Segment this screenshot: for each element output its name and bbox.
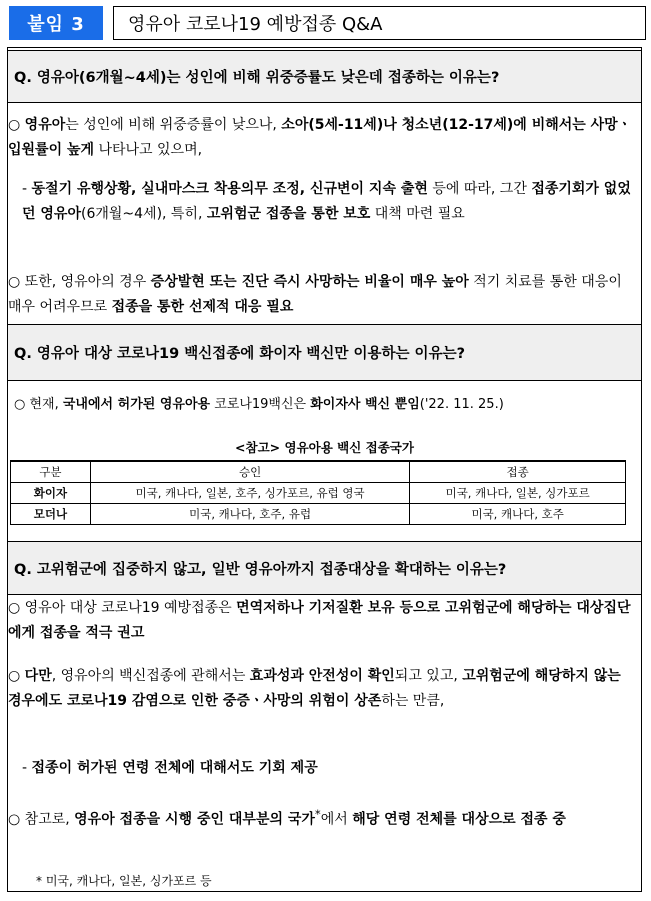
- q3-answer-1: ○ 영유아 대상 코로나19 예방접종은 면역저하나 기저질환 보유 등으로 고위험군에 해당하는 대상집단에게 접종을 적극 권고: [8, 600, 631, 641]
- table-cell: 모더나: [11, 504, 91, 525]
- table-row: [11, 483, 626, 504]
- q1-answer-2: - 동절기 유행상황, 실내마스크 착용의무 조정, 신규변이 지속 출현 등에 따라, 그간 접종기회가 없었던 영유아(6개월~4세), 특히, 고위험군 접종을 통한 보호 대책 마련 필요: [22, 181, 631, 222]
- table-header: 승인: [90, 461, 409, 483]
- table-cell: 미국, 캐나다, 일본, 싱가포르: [410, 483, 626, 504]
- appendix-badge: 붙임 3: [9, 6, 103, 40]
- table-title: <참고> 영유아용 백신 접종국가: [235, 440, 414, 455]
- question-2: Q. 영유아 대상 코로나19 백신접종에 화이자 백신만 이용하는 이유는?: [8, 324, 641, 381]
- table-cell: 미국, 캐나다, 일본, 호주, 싱가포르, 유럽 영국: [90, 483, 409, 504]
- table-cell: 화이자: [11, 483, 91, 504]
- vaccine-country-table: [10, 460, 626, 525]
- table-row: [11, 504, 626, 525]
- q1-answer-3: ○ 또한, 영유아의 경우 증상발현 또는 진단 즉시 사망하는 비율이 매우 높아 적기 치료를 통한 대응이 매우 어려우므로 접종을 통한 선제적 대응 필요: [8, 274, 622, 315]
- footnote: * 미국, 캐나다, 일본, 싱가포르 등: [36, 874, 212, 888]
- q3-answer-3: - 접종이 허가된 연령 전체에 대해서도 기회 제공: [22, 760, 318, 776]
- table-cell: 미국, 캐나다, 호주, 유럽: [90, 504, 409, 525]
- q1-answer-1: ○ 영유아는 성인에 비해 위중증률이 낮으나, 소아(5세-11세)나 청소년(12-17세)에 비해서는 사망ㆍ입원률이 높게 나타나고 있으며,: [8, 117, 632, 158]
- q3-answer-4: ○ 참고로, 영유아 접종을 시행 중인 대부분의 국가*에서 해당 연령 전체를 대상으로 접종 중: [8, 807, 566, 828]
- q2-answer-1: ○ 현재, 국내에서 허가된 영유아용 코로나19백신은 화이자사 백신 뿐임('22. 11. 25.): [14, 397, 504, 412]
- question-3: Q. 고위험군에 집중하지 않고, 일반 영유아까지 접종대상을 확대하는 이유는?: [8, 541, 641, 595]
- table-header: 구분: [11, 461, 91, 483]
- q3-answer-2: ○ 다만, 영유아의 백신접종에 관해서는 효과성과 안전성이 확인되고 있고, 고위험군에 해당하지 않는 경우에도 코로나19 감염으로 인한 중증ㆍ사망의 위험이 상존하는 만큼,: [8, 668, 621, 709]
- table-header: 접종: [410, 461, 626, 483]
- document-title: 영유아 코로나19 예방접종 Q&A: [113, 6, 646, 40]
- question-1: Q. 영유아(6개월~4세)는 성인에 비해 위중증률도 낮은데 접종하는 이유는?: [8, 50, 641, 103]
- table-cell: 미국, 캐나다, 호주: [410, 504, 626, 525]
